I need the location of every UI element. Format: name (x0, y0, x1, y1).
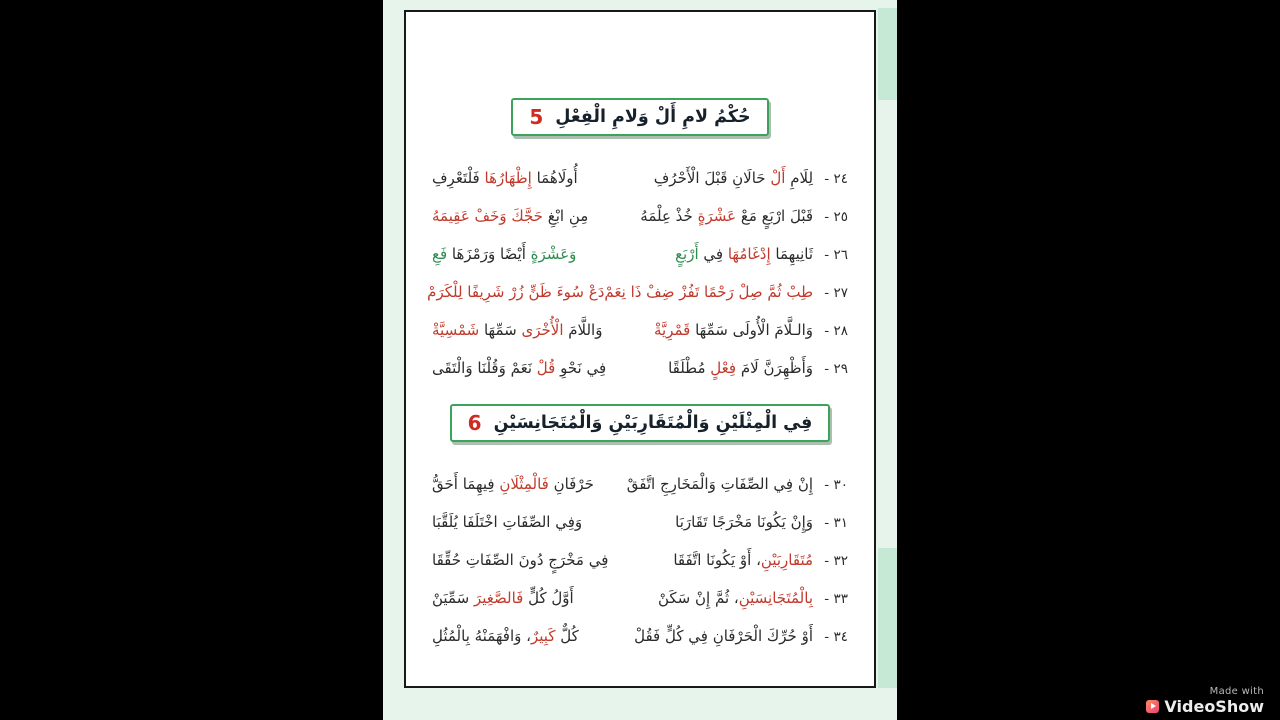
mint-decor-bottom-right (878, 548, 897, 688)
verse-text-segment: سَمِّهَا (479, 321, 522, 339)
videoshow-watermark (1146, 686, 1264, 716)
verse-line (427, 274, 848, 312)
verse-line (432, 198, 848, 236)
verse-text-segment: أَرْبَعٍ (675, 245, 699, 263)
hemistich-left (432, 350, 606, 387)
hemistich-right (675, 236, 848, 274)
verse-text-segment: خُذْ عِلْمَهُ (640, 207, 698, 225)
verse-line (432, 504, 848, 542)
hemistich-right (658, 580, 848, 618)
hemistich-left (427, 274, 604, 311)
watermark-made-with-text: Made with (1209, 686, 1264, 697)
verse-text-segment: إِدْغَامُهَا (727, 245, 771, 263)
verse-text-segment: ثَانِيهِمَا (770, 245, 814, 263)
hemistich-right (627, 466, 848, 504)
section-number: 6 (467, 411, 482, 435)
verse-text-segment: فِي مَخْرَجٍ دُونَ الصِّفَاتِ حُقِّقَا (432, 551, 609, 569)
hemistich-right (675, 504, 848, 542)
hemistich-right (654, 312, 848, 350)
section-title: حُكْمُ لامِ أَلْ وَلامِ الْفِعْلِ (555, 107, 751, 127)
verse-text-segment: أَلْ (770, 169, 786, 187)
verse-number: ٢٩ - (820, 361, 848, 377)
verse-text-segment: فِعْلٍ (710, 359, 737, 377)
section-title: فِي الْمِثْلَيْنِ وَالْمُتَقَارِبَيْنِ وَالْمُتَجَانِسَيْنِ (493, 413, 813, 433)
verse-text-segment: فِي نَحْوِ (555, 359, 607, 377)
verse-text-segment: إِنْ فِي الصِّفَاتِ وَالْمَخَارِجِ اتَّفَقْ (626, 475, 814, 493)
verse-number: ٣٠ - (820, 477, 848, 493)
verse-text-segment: شَمْسِيَّةْ (432, 321, 480, 339)
verse-text-segment: وَإِنْ يَكُونَا مَخْرَجًا تَقَارَبَا (675, 513, 814, 531)
mint-decor-top-right (878, 8, 897, 100)
verse-text-segment: وَفِي الصِّفَاتِ اخْتَلَفَا يُلَقَّبَا (432, 513, 583, 531)
verse-text-segment: وَالـلَّامَ الْأُولَى سَمِّهَا (690, 321, 814, 339)
verse-line (432, 542, 848, 580)
hemistich-left (432, 504, 582, 541)
verse-text-segment: ، وَافْهَمَنْهُ بِالْمُثُلِ (432, 627, 531, 645)
hemistich-left (432, 160, 578, 197)
black-bar-left (0, 0, 383, 720)
verse-line (432, 580, 848, 618)
hemistich-left (432, 312, 602, 349)
verse-text-segment: وَعَشْرَةٍ (530, 245, 577, 263)
section-header-6 (450, 404, 831, 442)
verse-number: ٢٥ - (820, 209, 848, 225)
verse-text-segment: سَمِّيَنْ (432, 589, 474, 607)
verse-text-segment: قَمْرِيَّةْ (653, 321, 691, 339)
verse-text-segment: كُلٌّ (555, 627, 579, 645)
verse-line (432, 466, 848, 504)
verse-text-segment: فَلْتَعْرِفِ (432, 169, 485, 187)
hemistich-right (654, 160, 848, 198)
verse-number: ٢٤ - (820, 171, 848, 187)
verse-text-segment: قَبْلَ ارْبَعٍ مَعْ (736, 207, 814, 225)
hemistich-right (673, 542, 848, 580)
hemistich-right (634, 618, 848, 656)
hemistich-left (432, 236, 576, 273)
verse-text-segment: ، ثُمَّ إِنْ سَكَنْ (657, 589, 739, 607)
verse-text-segment: ، أَوْ يَكُونَا اتَّفَقَا (673, 551, 761, 569)
hemistich-left (432, 542, 608, 579)
verse-number: ٣٣ - (820, 591, 848, 607)
verse-line (432, 350, 848, 388)
verse-number: ٢٨ - (820, 323, 848, 339)
hemistich-right (668, 350, 848, 388)
section-header-row (432, 404, 848, 442)
verse-number: ٢٧ - (820, 285, 848, 301)
verse-number: ٢٦ - (820, 247, 848, 263)
hemistich-left (432, 198, 588, 235)
hemistich-left (432, 580, 574, 617)
verse-text-segment: حَالَانِ قَبْلَ الْأَحْرُفِ (653, 169, 771, 187)
verse-text-segment: حَجَّكَ وَخَفْ عَقِيمَهُ (432, 207, 543, 225)
verse-number: ٣٤ - (820, 629, 848, 645)
verse-text-segment: أَوْ حُرِّكَ الْحَرْفَانِ فِي كُلٍّ فَقُلْ (634, 627, 814, 645)
verse-text-segment: قُلْ (536, 359, 556, 377)
verse-line (432, 160, 848, 198)
verse-text-segment: أَوَّلُ كُلٍّ (523, 589, 574, 607)
verse-text-segment: حَرْفَانِ (548, 475, 594, 493)
verse-text-segment: وَأَظْهِرَنَّ لَامَ (736, 359, 814, 377)
verse-text-segment: كَبِيرٌ (531, 627, 556, 645)
hemistich-right (604, 274, 848, 312)
verse-text-segment: دَعْ سُوءَ ظَنٍّ زُرْ شَرِيفًا لِلْكَرَمْ (427, 283, 605, 301)
verse-text-segment: أَيْضًا وَرَمْزَهَا (447, 245, 531, 263)
verse-line (432, 236, 848, 274)
verse-text-segment: أُولَاهُمَا (531, 169, 578, 187)
verse-lines-group (427, 160, 848, 388)
hemistich-right (640, 198, 848, 236)
videoshow-logo-icon (1146, 700, 1159, 713)
verse-text-segment: فَالصَّغِيرَ (473, 589, 524, 607)
hemistich-left (432, 466, 594, 503)
verse-line (432, 312, 848, 350)
verse-lines-group (432, 466, 848, 656)
poem-content (406, 12, 874, 656)
poem-page (404, 10, 876, 688)
verse-text-segment: نَعَمْ وَقُلْنَا وَالْتَقَى (432, 359, 537, 377)
verse-text-segment: فَعِ (432, 245, 448, 263)
verse-number: ٣٢ - (820, 553, 848, 569)
black-bar-right (897, 0, 1280, 720)
verse-text-segment: الْأُخْرَى (521, 321, 564, 339)
verse-text-segment: وَاللَّامَ (563, 321, 603, 339)
verse-number: ٣١ - (820, 515, 848, 531)
section-number: 5 (529, 105, 544, 129)
verse-text-segment: إِظْهَارُهَا (484, 169, 532, 187)
hemistich-left (432, 618, 579, 655)
section-header-row (432, 98, 848, 136)
verse-text-segment: مُتَقَارِبَيْنِ (760, 551, 814, 569)
verse-text-segment: فَالْمِثْلَانِ (499, 475, 549, 493)
verse-text-segment: عَشْرَةٍ (697, 207, 737, 225)
verse-text-segment: فِيهِمَا أَحَقُّ (432, 475, 500, 493)
verse-text-segment: بِالْمُتَجَانِسَيْنِ (738, 589, 814, 607)
verse-text-segment: مُطْلَقًا (668, 359, 711, 377)
verse-text-segment: مِنِ ابْغِ (542, 207, 589, 225)
watermark-brand-text: VideoShow (1164, 697, 1264, 716)
verse-line (432, 618, 848, 656)
section-header-5 (511, 98, 768, 136)
verse-text-segment: طِبْ ثُمَّ صِلْ رَحْمًا تَفُزْ ضِفْ ذَا نِعَمْ (604, 283, 814, 301)
verse-text-segment: لِلَامِ (785, 169, 814, 187)
verse-text-segment: فِي (698, 245, 728, 263)
